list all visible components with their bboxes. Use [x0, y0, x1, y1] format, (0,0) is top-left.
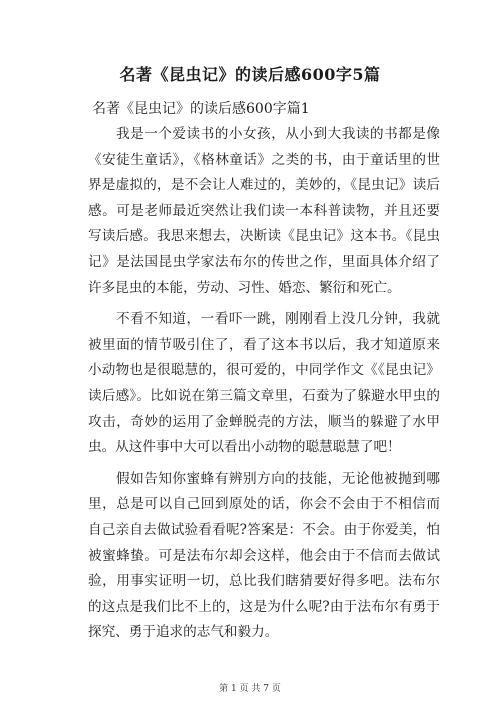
- document-title: 名著《昆虫记》的读后感600字5篇: [119, 65, 381, 84]
- paragraph-2: 不看不知道，一看吓一跳，刚刚看上没几分钟，我就被里面的情节吸引住了，看了这本书以后，我才知道原来小动物也是很聪慧的，很可爱的，中同学作文《《昆虫记》读后感》。比如说在第三篇文章里，石蚕为了躲避水甲虫的攻击，奇妙的运用了金蝉脱壳的方法，顺当的躲避了水甲虫。从这件事中大可以看出小动物的聪慧聪慧了吧！: [88, 311, 440, 456]
- section-heading: 名著《昆虫记》的读后感600字篇1: [92, 101, 310, 117]
- paragraph-3: 假如告知你蜜蜂有辨别方向的技能，无论他被抛到哪里，总是可以自己回到原处的话，你会不会由于不相信而自己亲自去做试验看看呢?答案是：不会。由于你爱美，怕被蜜蜂蛰。可是法布尔却会这样，他会由于不信而去做试验，用事实证明一切，总比我们瞎猜要好得多吧。法布尔的这点是我们比不上的，这是为什么呢?由于法布尔有勇于探究、勇于追求的志气和毅力。: [88, 470, 440, 641]
- page-footer: 第 1 页 共 7 页: [219, 684, 281, 694]
- paragraph-1: 我是一个爱读书的小女孩，从小到大我读的书都是像《安徒生童话》，《格林童话》之类的书，由于童话里的世界是虚拟的，是不会让人难过的，美妙的，《昆虫记》读后感。可是老师最近突然让我们读一本科普读物，并且还要写读后感。我思来想去，决断读《昆虫记》这本书。《昆虫记》是法国昆虫学家法布尔的传世之作，里面具体介绍了许多昆虫的本能，劳动、习性、婚恋、繁衍和死亡。: [88, 126, 440, 296]
- body-text: [88, 122, 440, 652]
